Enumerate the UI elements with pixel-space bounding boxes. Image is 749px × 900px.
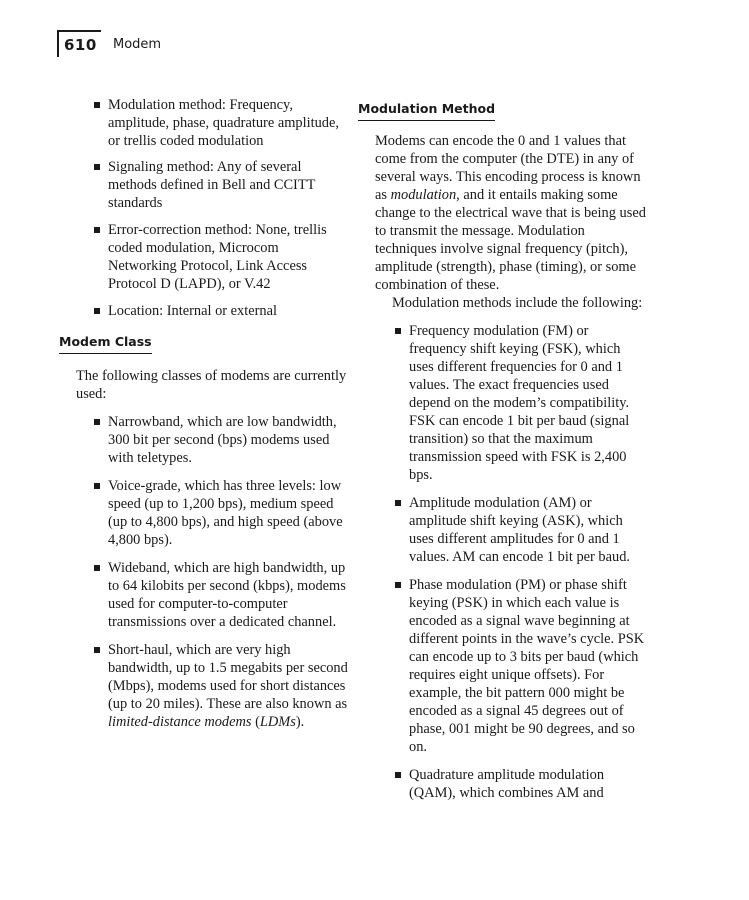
list-item-text: Narrowband, which are low bandwidth, 300 bit per second (bps) modems used with teletypes. xyxy=(108,414,337,466)
left-column xyxy=(59,96,349,731)
list-item-text xyxy=(108,642,348,730)
list-item-text: Quadrature amplitude modulation (QAM), which combines AM and xyxy=(409,767,605,801)
modem-class-intro: The following classes of modems are currently used: xyxy=(76,368,347,402)
modem-class-section xyxy=(59,333,349,731)
bullet-square-icon xyxy=(94,647,100,653)
para1-text-before: Modems can encode the 0 and 1 values that come from the computer (the DTE) in any of several ways. This encoding process is known as xyxy=(375,133,641,203)
para1-text-after: and it entails making some change to the electrical wave that is being used to transmit the message. Modulation techniques involve signal frequency (pitch), amplitude (strength), phase (timing), or some combination of these. xyxy=(375,187,646,293)
list-item xyxy=(59,221,349,293)
list-item-text: Frequency modulation (FM) or frequency shift keying (FSK), which uses different frequencies for 0 and 1 values. The exact frequencies used depend on the modem’s compatibility. FSK can encode 1 bit per baud (signal transition) so that the maximum transmission speed with FSK is 2,400 bps. xyxy=(409,323,630,483)
modem-class-list xyxy=(59,413,349,731)
header-rule-vertical xyxy=(57,30,59,57)
header-rule-horizontal xyxy=(57,30,101,32)
running-header xyxy=(57,30,357,60)
short-haul-paren: ( xyxy=(251,714,260,730)
list-item-text: Voice-grade, which has three levels: low speed (up to 1,200 bps), medium speed (up to 4,800 bps), and high speed (above 4,800 bps). xyxy=(108,478,343,548)
short-haul-italic-term: limited-distance modems xyxy=(108,714,252,730)
chapter-title: Modem xyxy=(113,37,162,52)
list-item xyxy=(358,576,648,756)
right-column xyxy=(358,100,648,802)
list-item xyxy=(59,559,349,631)
list-item-text: Signaling method: Any of several methods defined in Bell and CCITT standards xyxy=(108,159,316,211)
para1-italic-term: modulation, xyxy=(390,187,460,203)
list-item-text: Modulation method: Frequency, amplitude, phase, quadrature amplitude, or trellis coded modulation xyxy=(108,97,339,149)
short-haul-text: Short-haul, which are very high bandwidth, up to 1.5 megabits per second (Mbps), modems used for short distances (up to 20 miles). These are also known as xyxy=(108,642,348,712)
list-item xyxy=(358,494,648,566)
short-haul-end: ). xyxy=(295,714,305,730)
bullet-square-icon xyxy=(395,582,401,588)
list-item xyxy=(358,322,648,484)
list-item xyxy=(59,96,349,150)
bullet-square-icon xyxy=(395,500,401,506)
list-item xyxy=(59,158,349,212)
modulation-paragraph-1 xyxy=(358,132,648,294)
bullet-square-icon xyxy=(395,328,401,334)
bullet-square-icon xyxy=(94,565,100,571)
section-heading-modulation-method: Modulation Method xyxy=(358,101,495,121)
list-item-text: Wideband, which are high bandwidth, up to 64 kilobits per second (kbps), modems used for computer-to-computer transmissions over a dedicated channel. xyxy=(108,560,346,630)
list-item-text: Phase modulation (PM) or phase shift keying (PSK) in which each value is encoded as a signal wave beginning at different points in the wave’s cycle. PSK can encode up to 3 bits per baud (which requires eight unique offsets). For example, the bit pattern 000 might be encoded as a signal 45 degrees out of phase, 001 might be 90 degrees, and so on. xyxy=(409,577,645,755)
section-heading-modem-class: Modem Class xyxy=(59,334,152,354)
modulation-methods-list xyxy=(358,322,648,802)
bullet-square-icon xyxy=(94,164,100,170)
list-item xyxy=(59,413,349,467)
bullet-square-icon xyxy=(94,227,100,233)
bullet-square-icon xyxy=(94,419,100,425)
list-item xyxy=(59,641,349,731)
list-item-text: Location: Internal or external xyxy=(108,303,278,319)
bullet-square-icon xyxy=(395,772,401,778)
list-item xyxy=(358,766,648,802)
short-haul-abbrev: LDMs xyxy=(259,714,296,730)
bullet-square-icon xyxy=(94,483,100,489)
list-item xyxy=(59,477,349,549)
list-item-text: Error-correction method: None, trellis coded modulation, Microcom Networking Protocol, Link Access Protocol D (LAPD), or V.42 xyxy=(108,222,327,292)
list-item-text: Amplitude modulation (AM) or amplitude shift keying (ASK), which uses different amplitudes for 0 and 1 values. AM can encode 1 bit per baud. xyxy=(409,495,630,565)
bullet-square-icon xyxy=(94,308,100,314)
page-number: 610 xyxy=(64,36,97,54)
list-item xyxy=(59,302,349,320)
feature-list xyxy=(59,96,349,320)
bullet-square-icon xyxy=(94,102,100,108)
modulation-paragraph-2: Modulation methods include the following: xyxy=(392,295,643,311)
